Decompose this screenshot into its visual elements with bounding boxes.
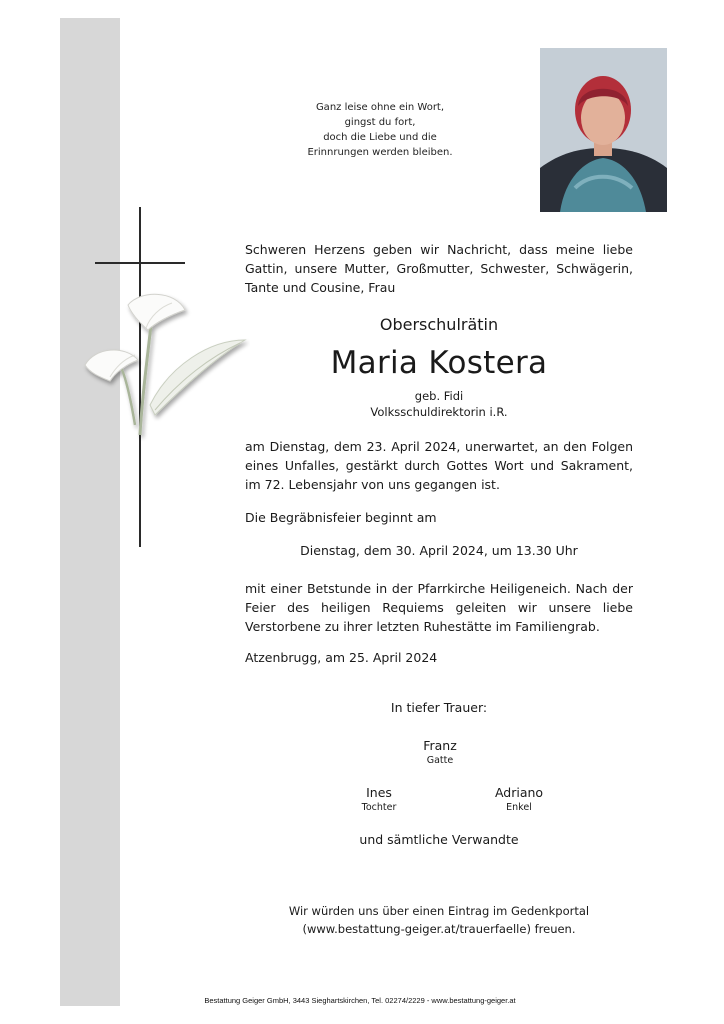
poem-line: Ganz leise ohne ein Wort, — [315, 102, 445, 113]
calla-lily-icon — [80, 285, 250, 445]
memorial-poem — [290, 100, 470, 160]
mourner-name: Franz — [423, 738, 457, 753]
mourners-heading: In tiefer Trauer: — [390, 700, 488, 715]
portal-line: Wir würden uns über einen Eintrag im Gedenkportal — [288, 904, 590, 918]
place-date: Atzenbrugg, am 25. April 2024 — [245, 650, 438, 665]
maiden-name: geb. Fidi — [414, 389, 464, 403]
portal-note — [245, 902, 633, 938]
poem-line: Erinnrungen werden bleiben. — [307, 147, 453, 158]
mourner-relation: Enkel — [506, 802, 532, 813]
portrait-photo — [540, 48, 667, 212]
mourner-daughter — [319, 784, 439, 814]
poem-line: gingst du fort, — [344, 117, 416, 128]
footer-imprint: Bestattung Geiger GmbH, 3443 Sieghartskirchen, Tel. 02274/2229 - www.bestattung-geiger.at — [204, 996, 516, 1005]
deceased-title: Oberschulrätin — [379, 315, 499, 334]
portal-line: (www.bestattung-geiger.at/trauerfaelle) freuen. — [302, 922, 576, 936]
poem-line: doch die Liebe und die — [323, 132, 437, 143]
mourner-grandchild — [459, 784, 579, 814]
deceased-name: Maria Kostera — [330, 345, 548, 381]
cross-horizontal-beam — [95, 262, 185, 264]
deceased-role: Volksschuldirektorin i.R. — [370, 405, 508, 419]
decorative-side-bar — [60, 18, 120, 1006]
mourner-name: Adriano — [494, 785, 544, 800]
mourner-relation: Gatte — [426, 755, 454, 766]
mourner-spouse — [380, 737, 500, 767]
death-notice: am Dienstag, dem 23. April 2024, unerwartet, an den Folgen eines Unfalles, gestärkt durch Gottes Wort und Sakrament, im 72. Lebensjahr von uns gegangen ist. — [245, 439, 633, 492]
mourner-name: Ines — [366, 785, 392, 800]
announcement-intro: Schweren Herzens geben wir Nachricht, dass meine liebe Gattin, unsere Mutter, Großmutter, Schwester, Schwägerin, Tante und Cousine, Frau — [245, 242, 633, 295]
funeral-intro: Die Begräbnisfeier beginnt am — [245, 510, 437, 525]
relatives-line: und sämtliche Verwandte — [359, 832, 519, 847]
mourner-relation: Tochter — [361, 802, 397, 813]
mass-text: mit einer Betstunde in der Pfarrkirche Heiligeneich. Nach der Feier des heiligen Requiems geleiten wir unsere liebe Verstorbene zu ihrer letzten Ruhestätte im Familiengrab. — [245, 581, 633, 634]
funeral-date: Dienstag, dem 30. April 2024, um 13.30 Uhr — [300, 543, 578, 558]
